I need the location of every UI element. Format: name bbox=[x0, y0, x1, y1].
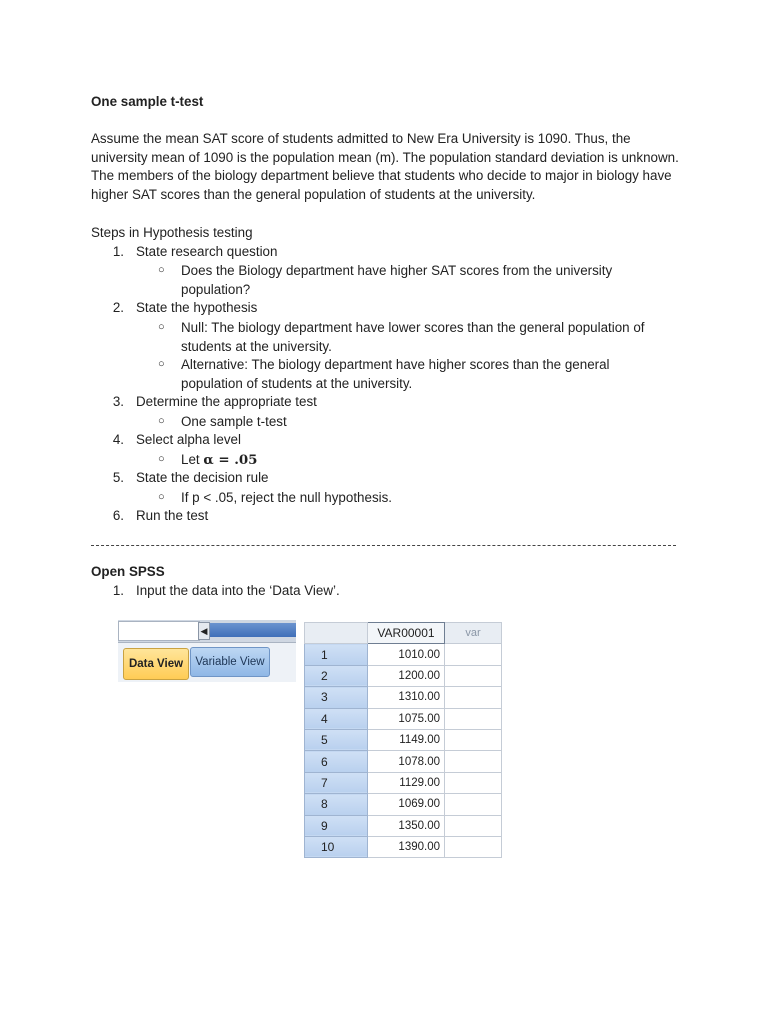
grid-header-row bbox=[305, 623, 502, 644]
spss-heading: Open SPSS bbox=[91, 564, 165, 579]
dashed-divider bbox=[91, 545, 676, 546]
tab-variable-view[interactable]: Variable View bbox=[190, 647, 270, 677]
step-text: Determine the appropriate test bbox=[136, 394, 317, 409]
data-cell[interactable]: 1350.00 bbox=[368, 815, 445, 836]
column-header-var00001[interactable]: VAR00001 bbox=[368, 623, 445, 644]
step-text: Run the test bbox=[136, 508, 209, 523]
table-row bbox=[305, 772, 502, 793]
step-text: Select alpha level bbox=[136, 432, 241, 447]
circle-bullet-icon: ○ bbox=[158, 415, 165, 427]
empty-cell[interactable] bbox=[445, 772, 502, 793]
circle-bullet-icon: ○ bbox=[158, 358, 165, 370]
table-row bbox=[305, 815, 502, 836]
circle-bullet-icon: ○ bbox=[158, 321, 165, 333]
data-cell[interactable]: 1310.00 bbox=[368, 687, 445, 708]
page-title: One sample t-test bbox=[91, 94, 204, 109]
data-cell[interactable]: 1129.00 bbox=[368, 772, 445, 793]
data-cell[interactable]: 1075.00 bbox=[368, 708, 445, 729]
circle-bullet-icon: ○ bbox=[158, 491, 165, 503]
table-row bbox=[305, 751, 502, 772]
circle-bullet-icon: ○ bbox=[158, 453, 165, 465]
row-number-cell[interactable]: 8 bbox=[305, 794, 368, 815]
empty-cell[interactable] bbox=[445, 836, 502, 857]
step-sub-item: Null: The biology department have lower scores than the general population of students at the university. bbox=[181, 320, 645, 354]
data-cell[interactable]: 1390.00 bbox=[368, 836, 445, 857]
row-number-cell[interactable]: 4 bbox=[305, 708, 368, 729]
horizontal-scrollbar[interactable] bbox=[118, 620, 296, 643]
alpha-prefix: Let bbox=[181, 452, 200, 467]
intro-paragraph: Assume the mean SAT score of students admitted to New Era University is 1090. Thus, the university mean of 1090 is the population mean (m). The population standard deviation is unknown. The members of the biology department believe that students who decide to major in biology have higher SAT scores than the general population of students at the university. bbox=[91, 131, 679, 202]
data-cell[interactable]: 1010.00 bbox=[368, 644, 445, 665]
empty-cell[interactable] bbox=[445, 794, 502, 815]
spss-step-text: Input the data into the ‘Data View’. bbox=[136, 583, 340, 598]
alpha-formula: α = .05 bbox=[203, 452, 258, 468]
step-number: 1. bbox=[112, 244, 124, 259]
column-header-empty-var[interactable]: var bbox=[445, 623, 502, 644]
step-sub-item: If p < .05, reject the null hypothesis. bbox=[181, 490, 393, 505]
data-cell[interactable]: 1078.00 bbox=[368, 751, 445, 772]
empty-cell[interactable] bbox=[445, 665, 502, 686]
step-text: State the decision rule bbox=[136, 470, 269, 485]
row-number-cell[interactable]: 7 bbox=[305, 772, 368, 793]
step-sub-item bbox=[181, 451, 671, 470]
row-number-cell[interactable]: 10 bbox=[305, 836, 368, 857]
grid-corner-cell[interactable] bbox=[305, 623, 368, 644]
row-number-cell[interactable]: 1 bbox=[305, 644, 368, 665]
empty-cell[interactable] bbox=[445, 751, 502, 772]
tab-data-view[interactable]: Data View bbox=[123, 648, 189, 680]
step-number: 2. bbox=[112, 300, 124, 315]
step-number: 3. bbox=[112, 394, 124, 409]
data-cell[interactable]: 1149.00 bbox=[368, 729, 445, 750]
scrollbar-thumb[interactable] bbox=[210, 623, 296, 637]
table-row bbox=[305, 665, 502, 686]
step-text: State research question bbox=[136, 244, 278, 259]
spss-view-tabs bbox=[118, 620, 296, 682]
table-row bbox=[305, 687, 502, 708]
scrollbar-blank-area bbox=[118, 621, 200, 641]
data-cell[interactable]: 1200.00 bbox=[368, 665, 445, 686]
table-row bbox=[305, 644, 502, 665]
spss-data-grid bbox=[304, 622, 502, 858]
row-number-cell[interactable]: 5 bbox=[305, 729, 368, 750]
empty-cell[interactable] bbox=[445, 687, 502, 708]
step-sub-item: One sample t-test bbox=[181, 414, 287, 429]
data-cell[interactable]: 1069.00 bbox=[368, 794, 445, 815]
step-sub-item: Alternative: The biology department have higher scores than the general population of students at the university. bbox=[181, 357, 610, 391]
spss-step-number: 1. bbox=[112, 583, 124, 598]
circle-bullet-icon: ○ bbox=[158, 264, 165, 276]
empty-cell[interactable] bbox=[445, 644, 502, 665]
table-row bbox=[305, 708, 502, 729]
step-number: 5. bbox=[112, 470, 124, 485]
empty-cell[interactable] bbox=[445, 708, 502, 729]
table-row bbox=[305, 794, 502, 815]
step-number: 6. bbox=[112, 508, 124, 523]
step-text: State the hypothesis bbox=[136, 300, 258, 315]
row-number-cell[interactable]: 2 bbox=[305, 665, 368, 686]
empty-cell[interactable] bbox=[445, 729, 502, 750]
row-number-cell[interactable]: 6 bbox=[305, 751, 368, 772]
step-sub-item: Does the Biology department have higher SAT scores from the university population? bbox=[181, 263, 613, 297]
scroll-left-icon[interactable]: ◀ bbox=[198, 622, 210, 640]
empty-cell[interactable] bbox=[445, 815, 502, 836]
steps-heading: Steps in Hypothesis testing bbox=[91, 225, 253, 240]
step-number: 4. bbox=[112, 432, 124, 447]
row-number-cell[interactable]: 9 bbox=[305, 815, 368, 836]
table-row bbox=[305, 729, 502, 750]
row-number-cell[interactable]: 3 bbox=[305, 687, 368, 708]
table-row bbox=[305, 836, 502, 857]
